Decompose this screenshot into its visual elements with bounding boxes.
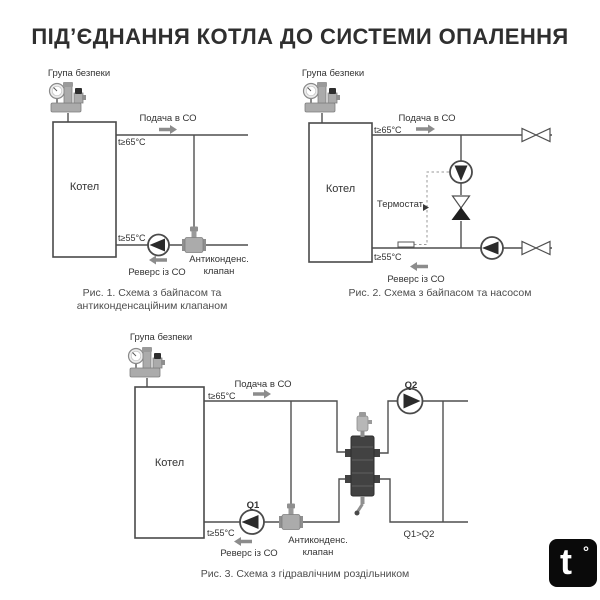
- supply-label: Подача в СО: [398, 113, 456, 124]
- brand-logo-text: t: [560, 541, 572, 582]
- valve-label-line1: Антиконденс.: [288, 535, 348, 546]
- anti-condensation-valve-icon: [182, 227, 206, 253]
- supply-shutoff-valve-icon: [522, 129, 550, 142]
- return-temp-label: t≥55°C: [374, 252, 402, 262]
- anti-condensation-valve-icon: [279, 504, 303, 530]
- valve-label-line2: клапан: [302, 547, 334, 558]
- figure-1: [30, 60, 300, 315]
- supply-temp-label: t≥65°C: [374, 125, 402, 135]
- safety-group-label: Група безпеки: [47, 68, 111, 79]
- supply-temp-label: t≥65°C: [118, 137, 146, 147]
- brand-logo-degree: °: [583, 544, 589, 561]
- page-title: ПІД’ЄДНАННЯ КОТЛА ДО СИСТЕМИ ОПАЛЕННЯ: [31, 24, 569, 49]
- primary-pump-icon: [240, 510, 264, 534]
- figure-3-caption: Рис. 3. Схема з гідравлічним роздільником: [200, 568, 410, 580]
- safety-group-icon: [50, 82, 87, 112]
- boiler-label: Котел: [325, 183, 356, 195]
- secondary-pump-icon: [398, 389, 423, 414]
- figure-3: [105, 325, 505, 580]
- secondary-supply-pipe: [379, 401, 468, 453]
- check-valve-icon: [452, 195, 470, 221]
- boiler-label: Котел: [69, 181, 100, 193]
- return-label: Реверс із СО: [220, 548, 278, 559]
- thermostat-label: Термостат: [376, 199, 423, 210]
- primary-pump-label: Q1: [246, 500, 260, 511]
- thermostat-sensor: [398, 242, 414, 247]
- pump-icon: [148, 235, 169, 256]
- return-pipe: [204, 479, 346, 522]
- figure-2: [295, 60, 560, 300]
- valve-label-line2: клапан: [203, 266, 235, 277]
- safety-group-icon: [129, 347, 166, 377]
- return-arrow-icon: [234, 537, 252, 546]
- return-pump-icon: [481, 237, 503, 259]
- return-label: Реверс із СО: [128, 267, 186, 278]
- return-shutoff-valve-icon: [522, 242, 550, 255]
- figure-1-caption-line1: Рис. 1. Схема з байпасом та: [82, 287, 222, 299]
- return-arrow-icon: [410, 262, 428, 271]
- safety-group-icon: [304, 82, 341, 112]
- flow-relation-label: Q1>Q2: [403, 529, 435, 540]
- secondary-return-pipe: [379, 479, 468, 522]
- air-vent-icon: [357, 412, 372, 437]
- supply-label: Подача в СО: [139, 113, 197, 124]
- hydraulic-separator: [345, 412, 380, 516]
- brand-logo: [549, 539, 597, 587]
- supply-label: Подача в СО: [234, 379, 292, 390]
- supply-pipe: [204, 401, 346, 452]
- return-label: Реверс із СО: [387, 274, 445, 285]
- thermostat-marker-icon: [423, 204, 429, 211]
- supply-arrow-icon: [416, 125, 435, 134]
- boiler-label: Котел: [154, 457, 185, 469]
- figure-2-caption: Рис. 2. Схема з байпасом та насосом: [348, 287, 532, 299]
- supply-arrow-icon: [159, 125, 177, 134]
- figure-1-caption-line2: антиконденсаційним клапаном: [76, 300, 228, 312]
- supply-temp-label: t≥65°C: [208, 391, 236, 401]
- bypass-pump-icon: [450, 161, 472, 183]
- drain-valve-icon: [355, 496, 365, 516]
- secondary-pump-label: Q2: [404, 380, 418, 391]
- return-temp-label: t≥55°C: [118, 233, 146, 243]
- return-arrow-icon: [149, 256, 167, 265]
- safety-group-label: Група безпеки: [129, 332, 193, 343]
- safety-group-label: Група безпеки: [301, 68, 365, 79]
- valve-label-line1: Антиконденс.: [189, 254, 249, 265]
- supply-arrow-icon: [253, 390, 271, 399]
- return-temp-label: t≥55°C: [207, 528, 235, 538]
